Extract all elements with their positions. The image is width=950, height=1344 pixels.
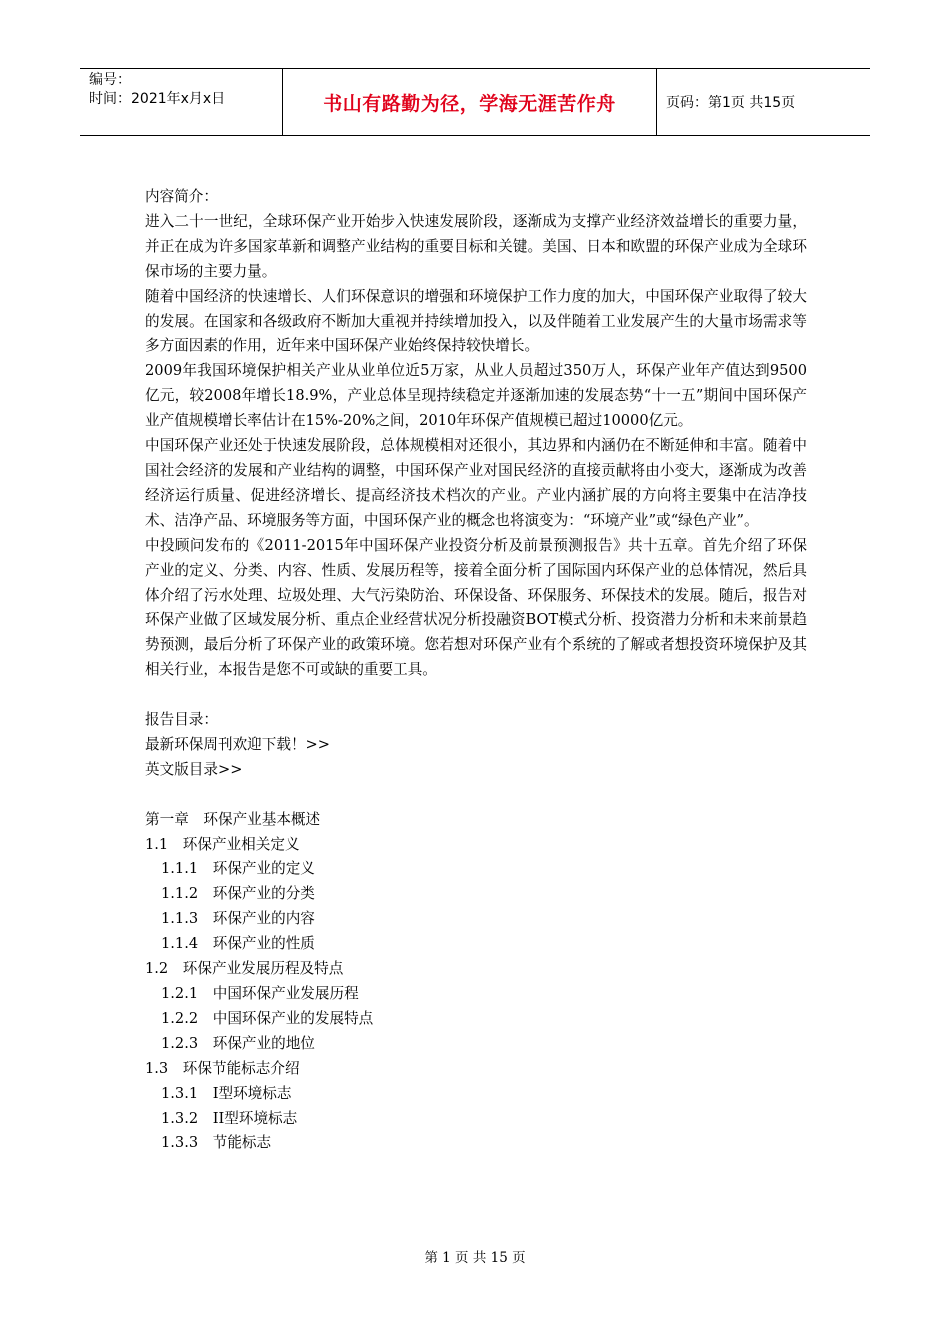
intro-paragraph: 进入二十一世纪，全球环保产业开始步入快速发展阶段，逐渐成为支撑产业经济效益增长的重要力量，并正在成为许多国家革新和调整产业结构的重要目标和关键。美国、日本和欧盟的环保产业成为全球环保市场的主要力量。 [145, 212, 807, 280]
toc-subsection: 1.3.2 II型环境标志 [161, 1109, 298, 1127]
header-page-info: 页码：第1页 共15页 [666, 95, 796, 111]
toc-subsection: 1.2.2 中国环保产业的发展特点 [161, 1009, 374, 1027]
intro-paragraph: 随着中国经济的快速增长、人们环保意识的增强和环境保护工作力度的加大，中国环保产业取得了较大的发展。在国家和各级政府不断加大重视并持续增加投入，以及伴随着工业发展产生的大量市场需求等多方面因素的作用，近年来中国环保产业始终保持较快增长。 [145, 287, 807, 355]
report-toc-heading: 报告目录： [145, 711, 218, 729]
download-link[interactable]: 最新环保周刊欢迎下载！>> [145, 735, 330, 753]
toc-section: 1.1 环保产业相关定义 [145, 835, 300, 853]
header-meta [80, 69, 283, 135]
toc-chapter: 第一章 环保产业基本概述 [145, 810, 321, 828]
intro-paragraph: 2009年我国环境保护相关产业从业单位近5万家，从业人员超过350万人，环保产业年产值达到9500亿元，较2008年增长18.9%，产业总体呈现持续稳定并逐渐加速的发展态势“十一五”期间中国环保产业产值规模增长率估计在15%-20%之间，2010年环保产值规模已超过10000亿元。 [145, 362, 807, 430]
toc-subsection: 1.1.4 环保产业的性质 [161, 935, 315, 953]
toc-subsection: 1.1.2 环保产业的分类 [161, 885, 315, 903]
toc-section: 1.2 环保产业发展历程及特点 [145, 960, 344, 978]
toc-subsection: 1.2.1 中国环保产业发展历程 [161, 984, 359, 1002]
page-footer: 第 1 页 共 15 页 [424, 1250, 526, 1266]
toc-subsection: 1.1.3 环保产业的内容 [161, 910, 315, 928]
document-number-label: 编号： [89, 72, 131, 88]
toc-section: 1.3 环保节能标志介绍 [145, 1059, 300, 1077]
toc-subsection: 1.2.3 环保产业的地位 [161, 1034, 315, 1052]
toc-subsection: 1.3.3 节能标志 [161, 1134, 272, 1152]
toc-subsection: 1.1.1 环保产业的定义 [161, 860, 315, 878]
table-of-contents [145, 808, 807, 1157]
spacer [145, 783, 807, 808]
intro-paragraph: 中国环保产业还处于快速发展阶段，总体规模相对还很小，其边界和内涵仍在不断延伸和丰富。随着中国社会经济的发展和产业结构的调整，中国环保产业对国民经济的直接贡献将由小变大，逐渐成为改善经济运行质量、促进经济增长、提高经济技术档次的产业。产业内涵扩展的方向将主要集中在洁净技术、洁净产品、环境服务等方面，中国环保产业的概念也将演变为：“环境产业”或“绿色产业”。 [145, 437, 807, 529]
spacer [145, 683, 807, 708]
page-header [80, 68, 870, 136]
document-date-label: 时间：2021年x月x日 [89, 91, 226, 107]
document-body [145, 185, 807, 1156]
header-motto: 书山有路勤为径，学海无涯苦作舟 [283, 69, 657, 135]
intro-heading: 内容简介： [145, 188, 218, 205]
toc-subsection: 1.3.1 Ⅰ型环境标志 [161, 1084, 292, 1102]
intro-paragraph: 中投顾问发布的《2011-2015年中国环保产业投资分析及前景预测报告》共十五章。首先介绍了环保产业的定义、分类、内容、性质、发展历程等，接着全面分析了国际国内环保产业的总体情况，然后具体介绍了污水处理、垃圾处理、大气污染防治、环保设备、环保服务、环保技术的发展。随后，报告对环保产业做了区域发展分析、重点企业经营状况分析投融资BOT模式分析、投资潜力分析和未来前景趋势预测，最后分析了环保产业的政策环境。您若想对环保产业有个系统的了解或者想投资环境保护及其相关行业，本报告是您不可或缺的重要工具。 [145, 536, 807, 679]
english-toc-link[interactable]: 英文版目录>> [145, 760, 243, 778]
